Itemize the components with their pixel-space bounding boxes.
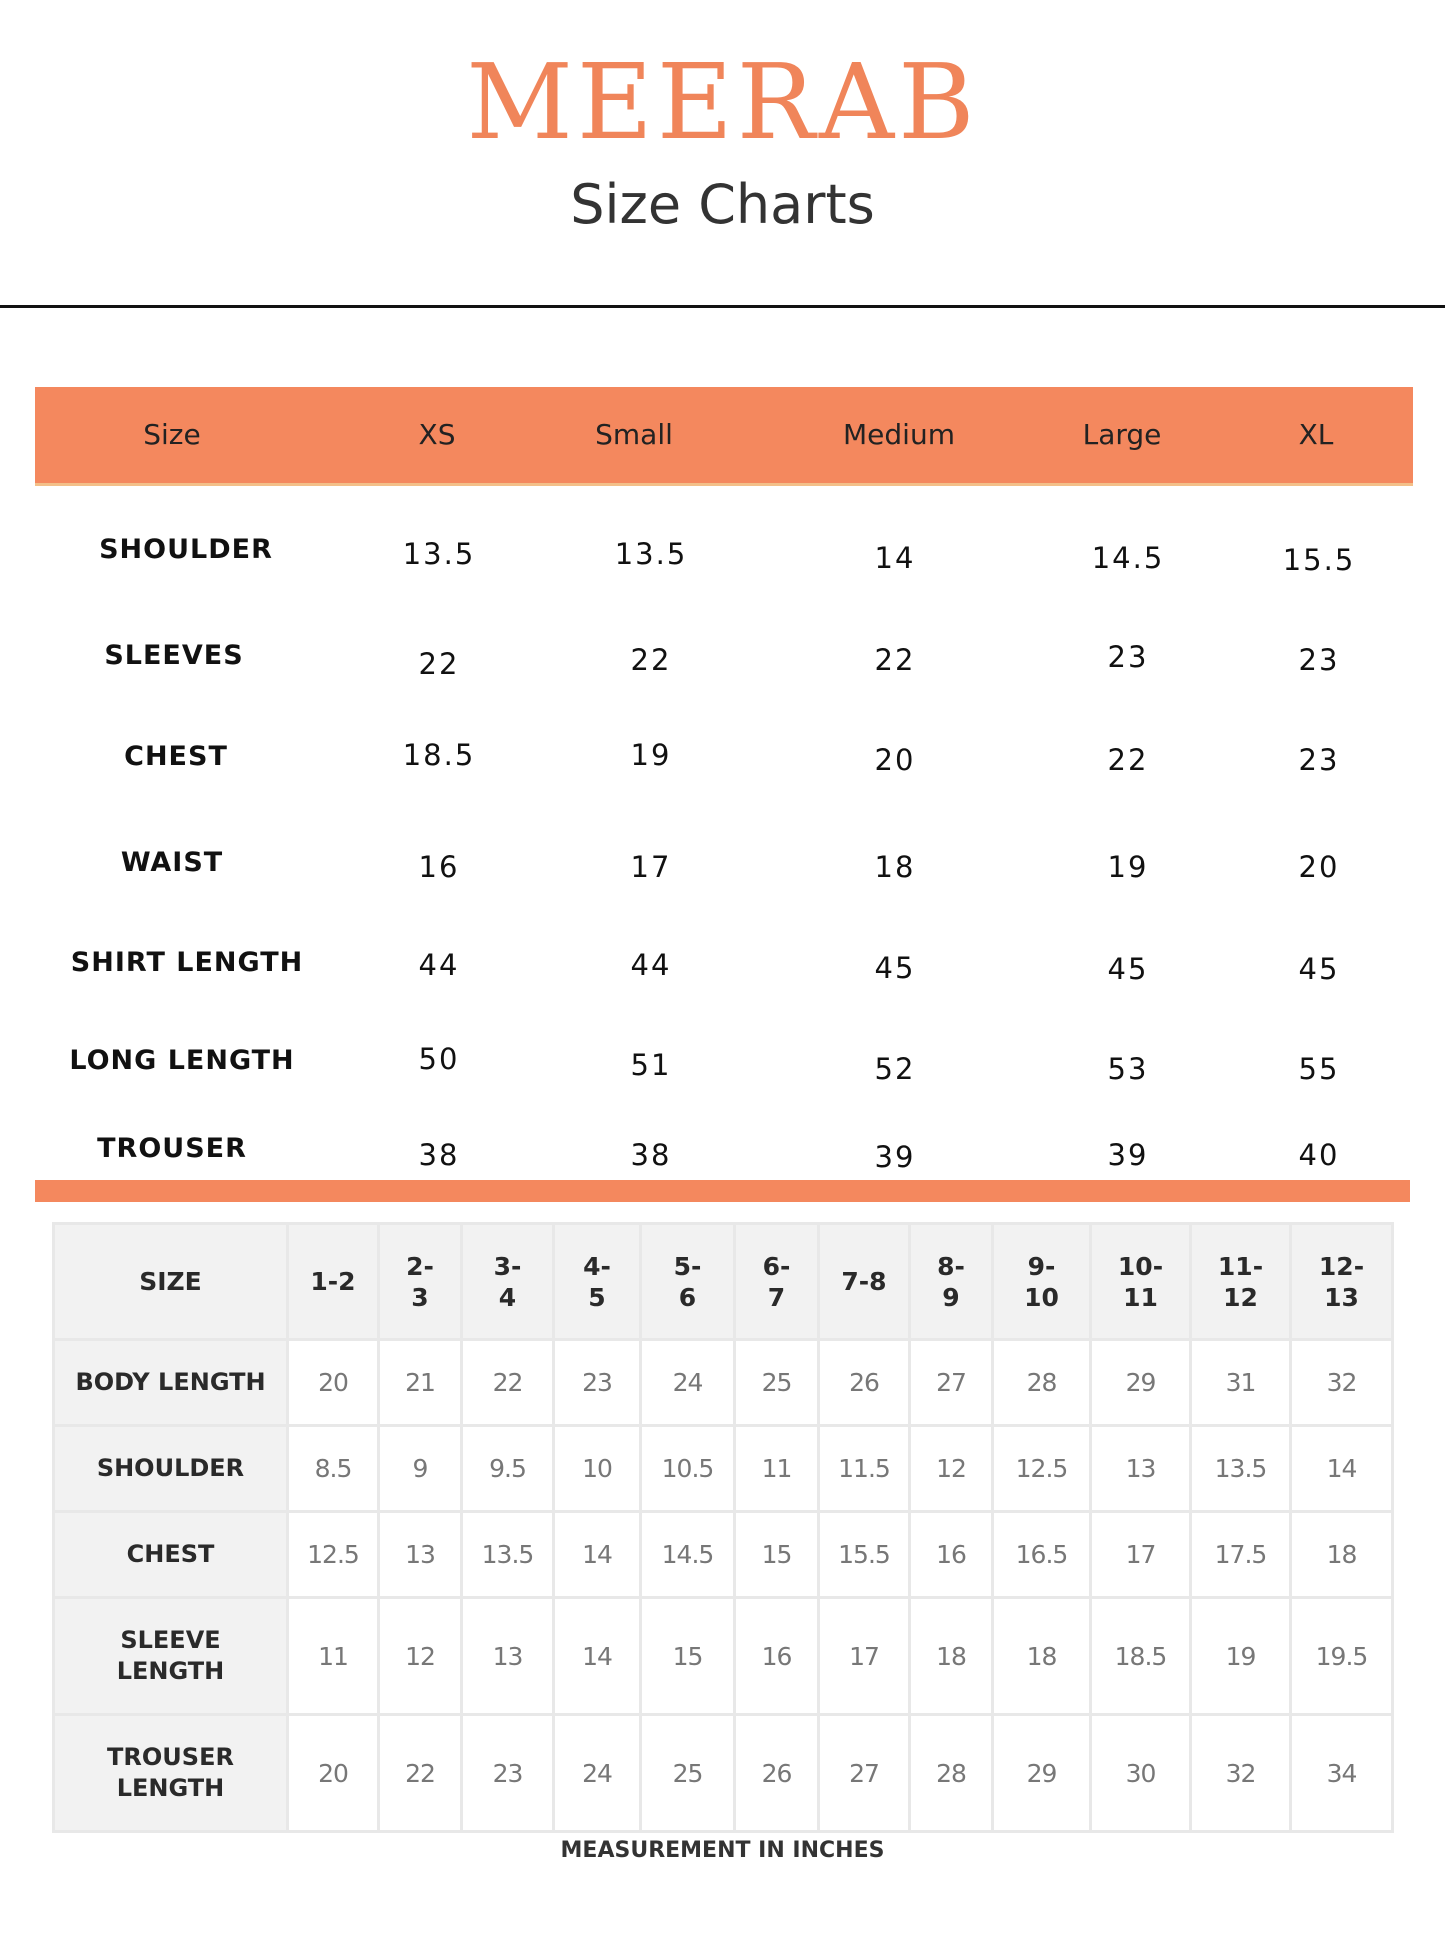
kids-measurement-value: 18 <box>1291 1512 1393 1598</box>
measurement-value: 23 <box>1298 743 1340 777</box>
measurement-value: 14.5 <box>1091 541 1165 575</box>
measurement-value: 17 <box>630 850 672 884</box>
kids-measurement-value: 10 <box>554 1426 641 1512</box>
kids-size-header <box>641 1224 735 1340</box>
measurement-row <box>35 938 1413 988</box>
kids-measurement-value: 27 <box>819 1715 910 1832</box>
kids-measurement-value: 17 <box>819 1598 910 1715</box>
kids-header-row <box>54 1224 1393 1340</box>
kids-measurement-value: 9 <box>379 1426 462 1512</box>
kids-measurement-label <box>54 1715 288 1832</box>
page-title: Size Charts <box>570 173 875 236</box>
kids-measurement-value: 19.5 <box>1291 1598 1393 1715</box>
kids-measurement-value: 20 <box>288 1715 379 1832</box>
measurement-value: 18 <box>874 850 916 884</box>
kids-measurement-value: 14 <box>1291 1426 1393 1512</box>
measurement-value: 39 <box>1107 1138 1149 1172</box>
cell-line: 12 <box>1223 1282 1258 1312</box>
kids-size-table <box>52 1222 1394 1833</box>
size-column-header: SIZE <box>54 1224 288 1340</box>
cell-line: 10 <box>1024 1282 1059 1312</box>
kids-measurement-value: 29 <box>1091 1340 1191 1426</box>
measurement-value: 53 <box>1107 1052 1149 1086</box>
kids-measurement-label <box>54 1512 288 1598</box>
table-row <box>54 1426 1393 1512</box>
measurement-row <box>35 631 1413 681</box>
measurement-value: 22 <box>1107 743 1149 777</box>
kids-measurement-value: 19 <box>1191 1598 1291 1715</box>
size-header-small: Small <box>595 418 673 451</box>
cell-line: 7 <box>767 1282 786 1312</box>
kids-measurement-value: 24 <box>554 1715 641 1832</box>
kids-measurement-value: 31 <box>1191 1340 1291 1426</box>
cell-line: 4 <box>498 1282 517 1312</box>
kids-size-header <box>379 1224 462 1340</box>
measurement-value: 44 <box>418 948 460 982</box>
kids-measurement-label <box>54 1598 288 1715</box>
measurement-value: 45 <box>1298 952 1340 986</box>
kids-measurement-value: 13 <box>379 1512 462 1598</box>
cell-line: SLEEVE <box>120 1626 221 1654</box>
cell-line: 10- <box>1117 1251 1164 1281</box>
cell-line: 13 <box>1324 1282 1359 1312</box>
table-row <box>54 1340 1393 1426</box>
kids-measurement-label <box>54 1426 288 1512</box>
kids-measurement-value: 24 <box>641 1340 735 1426</box>
divider <box>0 305 1445 308</box>
measurement-value: 40 <box>1298 1138 1340 1172</box>
measurement-row <box>35 1124 1413 1174</box>
kids-size-header <box>1191 1224 1291 1340</box>
measurement-label: SHIRT LENGTH <box>70 947 304 978</box>
kids-measurement-value: 34 <box>1291 1715 1393 1832</box>
measurement-value: 45 <box>1107 952 1149 986</box>
kids-measurement-value: 26 <box>819 1340 910 1426</box>
cell-line: 11 <box>1123 1282 1158 1312</box>
cell-line: 6- <box>762 1251 791 1281</box>
kids-measurement-value: 9.5 <box>462 1426 554 1512</box>
kids-measurement-label <box>54 1340 288 1426</box>
measurement-row <box>35 525 1413 575</box>
measurement-value: 16 <box>418 850 460 884</box>
measurement-value: 50 <box>418 1042 460 1076</box>
measurement-value: 19 <box>1107 850 1149 884</box>
cell-line: LENGTH <box>116 1657 225 1685</box>
kids-measurement-value: 12.5 <box>288 1512 379 1598</box>
kids-measurement-value: 15 <box>641 1598 735 1715</box>
cell-line: 12- <box>1318 1251 1365 1281</box>
kids-measurement-value: 12 <box>910 1426 993 1512</box>
cell-line: SHOULDER <box>96 1454 245 1482</box>
kids-measurement-value: 14 <box>554 1598 641 1715</box>
kids-measurement-value: 29 <box>993 1715 1091 1832</box>
measurement-value: 13.5 <box>402 537 476 571</box>
cell-line: 4- <box>583 1251 611 1281</box>
cell-line: 9 <box>942 1282 960 1312</box>
kids-size-header <box>910 1224 993 1340</box>
kids-measurement-value: 32 <box>1291 1340 1393 1426</box>
kids-size-header <box>288 1224 379 1340</box>
size-header-large: Large <box>1082 418 1162 451</box>
kids-measurement-value: 27 <box>910 1340 993 1426</box>
measurement-value: 19 <box>630 738 672 772</box>
kids-measurement-value: 18 <box>993 1598 1091 1715</box>
kids-measurement-value: 25 <box>641 1715 735 1832</box>
kids-measurement-value: 13 <box>1091 1426 1191 1512</box>
kids-measurement-value: 20 <box>288 1340 379 1426</box>
kids-measurement-value: 21 <box>379 1340 462 1426</box>
measurement-value: 13.5 <box>614 537 688 571</box>
kids-size-header <box>1291 1224 1393 1340</box>
kids-size-header <box>462 1224 554 1340</box>
kids-measurement-value: 11.5 <box>819 1426 910 1512</box>
measurement-value: 44 <box>630 948 672 982</box>
measurement-value: 38 <box>630 1138 672 1172</box>
cell-line: BODY LENGTH <box>75 1368 266 1396</box>
measurement-row <box>35 1036 1413 1086</box>
kids-measurement-value: 17.5 <box>1191 1512 1291 1598</box>
measurement-label: WAIST <box>120 847 224 878</box>
measurement-value: 22 <box>874 643 916 677</box>
measurement-note: MEASUREMENT IN INCHES <box>560 1838 885 1863</box>
size-column-header: Size <box>143 418 201 451</box>
womens-chart-header <box>35 387 1413 486</box>
kids-measurement-value: 28 <box>910 1715 993 1832</box>
measurement-value: 20 <box>1298 850 1340 884</box>
kids-measurement-value: 15.5 <box>819 1512 910 1598</box>
cell-line: 7-8 <box>841 1267 887 1296</box>
kids-measurement-value: 11 <box>288 1598 379 1715</box>
measurement-label: LONG LENGTH <box>69 1045 295 1076</box>
cell-line: 11- <box>1217 1251 1264 1281</box>
kids-size-header <box>554 1224 641 1340</box>
measurement-label: SHOULDER <box>99 534 273 565</box>
measurement-value: 52 <box>874 1052 916 1086</box>
kids-measurement-value: 13 <box>462 1598 554 1715</box>
measurement-value: 15.5 <box>1282 543 1356 577</box>
kids-measurement-value: 12 <box>379 1598 462 1715</box>
kids-measurement-value: 17 <box>1091 1512 1191 1598</box>
kids-measurement-value: 22 <box>462 1340 554 1426</box>
kids-measurement-value: 16 <box>735 1598 819 1715</box>
cell-line: 3 <box>411 1282 429 1312</box>
size-header-xs: XS <box>418 418 456 451</box>
cell-line: LENGTH <box>116 1774 225 1802</box>
kids-measurement-value: 23 <box>554 1340 641 1426</box>
kids-measurement-value: 26 <box>735 1715 819 1832</box>
kids-measurement-value: 13.5 <box>462 1512 554 1598</box>
table-row <box>54 1512 1393 1598</box>
cell-line: 5 <box>588 1282 606 1312</box>
kids-size-header <box>993 1224 1091 1340</box>
measurement-label: TROUSER <box>97 1133 247 1164</box>
kids-size-header <box>1091 1224 1191 1340</box>
kids-measurement-value: 32 <box>1191 1715 1291 1832</box>
cell-line: 1-2 <box>310 1267 356 1296</box>
cell-line: CHEST <box>126 1540 215 1568</box>
kids-measurement-value: 16 <box>910 1512 993 1598</box>
kids-measurement-value: 11 <box>735 1426 819 1512</box>
measurement-value: 18.5 <box>402 738 476 772</box>
cell-line: 6 <box>678 1282 697 1312</box>
measurement-row <box>35 838 1413 888</box>
measurement-value: 22 <box>630 643 672 677</box>
measurement-value: 22 <box>418 647 460 681</box>
kids-measurement-value: 13.5 <box>1191 1426 1291 1512</box>
kids-measurement-value: 23 <box>462 1715 554 1832</box>
kids-measurement-value: 16.5 <box>993 1512 1091 1598</box>
cell-line: 3- <box>493 1251 522 1281</box>
measurement-label: CHEST <box>124 741 228 772</box>
kids-measurement-value: 30 <box>1091 1715 1191 1832</box>
kids-measurement-value: 10.5 <box>641 1426 735 1512</box>
measurement-value: 39 <box>874 1140 916 1174</box>
kids-size-header <box>735 1224 819 1340</box>
cell-line: 2- <box>406 1251 434 1281</box>
kids-size-header <box>819 1224 910 1340</box>
kids-measurement-value: 8.5 <box>288 1426 379 1512</box>
kids-measurement-value: 14 <box>554 1512 641 1598</box>
cell-line: 9- <box>1027 1251 1056 1281</box>
measurement-value: 38 <box>418 1138 460 1172</box>
measurement-row <box>35 732 1413 782</box>
cell-line: 8- <box>937 1251 965 1281</box>
measurement-value: 45 <box>874 951 916 985</box>
size-header-xl: XL <box>1298 418 1334 451</box>
kids-measurement-value: 28 <box>993 1340 1091 1426</box>
measurement-value: 23 <box>1298 643 1340 677</box>
womens-chart-bottom-bar <box>35 1180 1410 1202</box>
cell-line: TROUSER <box>107 1743 234 1771</box>
kids-measurement-value: 25 <box>735 1340 819 1426</box>
cell-line: 5- <box>673 1251 702 1281</box>
measurement-value: 14 <box>874 541 916 575</box>
kids-measurement-value: 18.5 <box>1091 1598 1191 1715</box>
kids-measurement-value: 14.5 <box>641 1512 735 1598</box>
table-row <box>54 1598 1393 1715</box>
brand-logo: MEERAB <box>466 41 979 163</box>
kids-measurement-value: 15 <box>735 1512 819 1598</box>
measurement-value: 20 <box>874 743 916 777</box>
size-header-medium: Medium <box>843 418 955 451</box>
measurement-label: SLEEVES <box>104 640 244 671</box>
kids-measurement-value: 22 <box>379 1715 462 1832</box>
table-row <box>54 1715 1393 1832</box>
measurement-value: 23 <box>1107 640 1149 674</box>
measurement-value: 55 <box>1298 1052 1340 1086</box>
kids-measurement-value: 18 <box>910 1598 993 1715</box>
kids-measurement-value: 12.5 <box>993 1426 1091 1512</box>
measurement-value: 51 <box>630 1048 672 1082</box>
